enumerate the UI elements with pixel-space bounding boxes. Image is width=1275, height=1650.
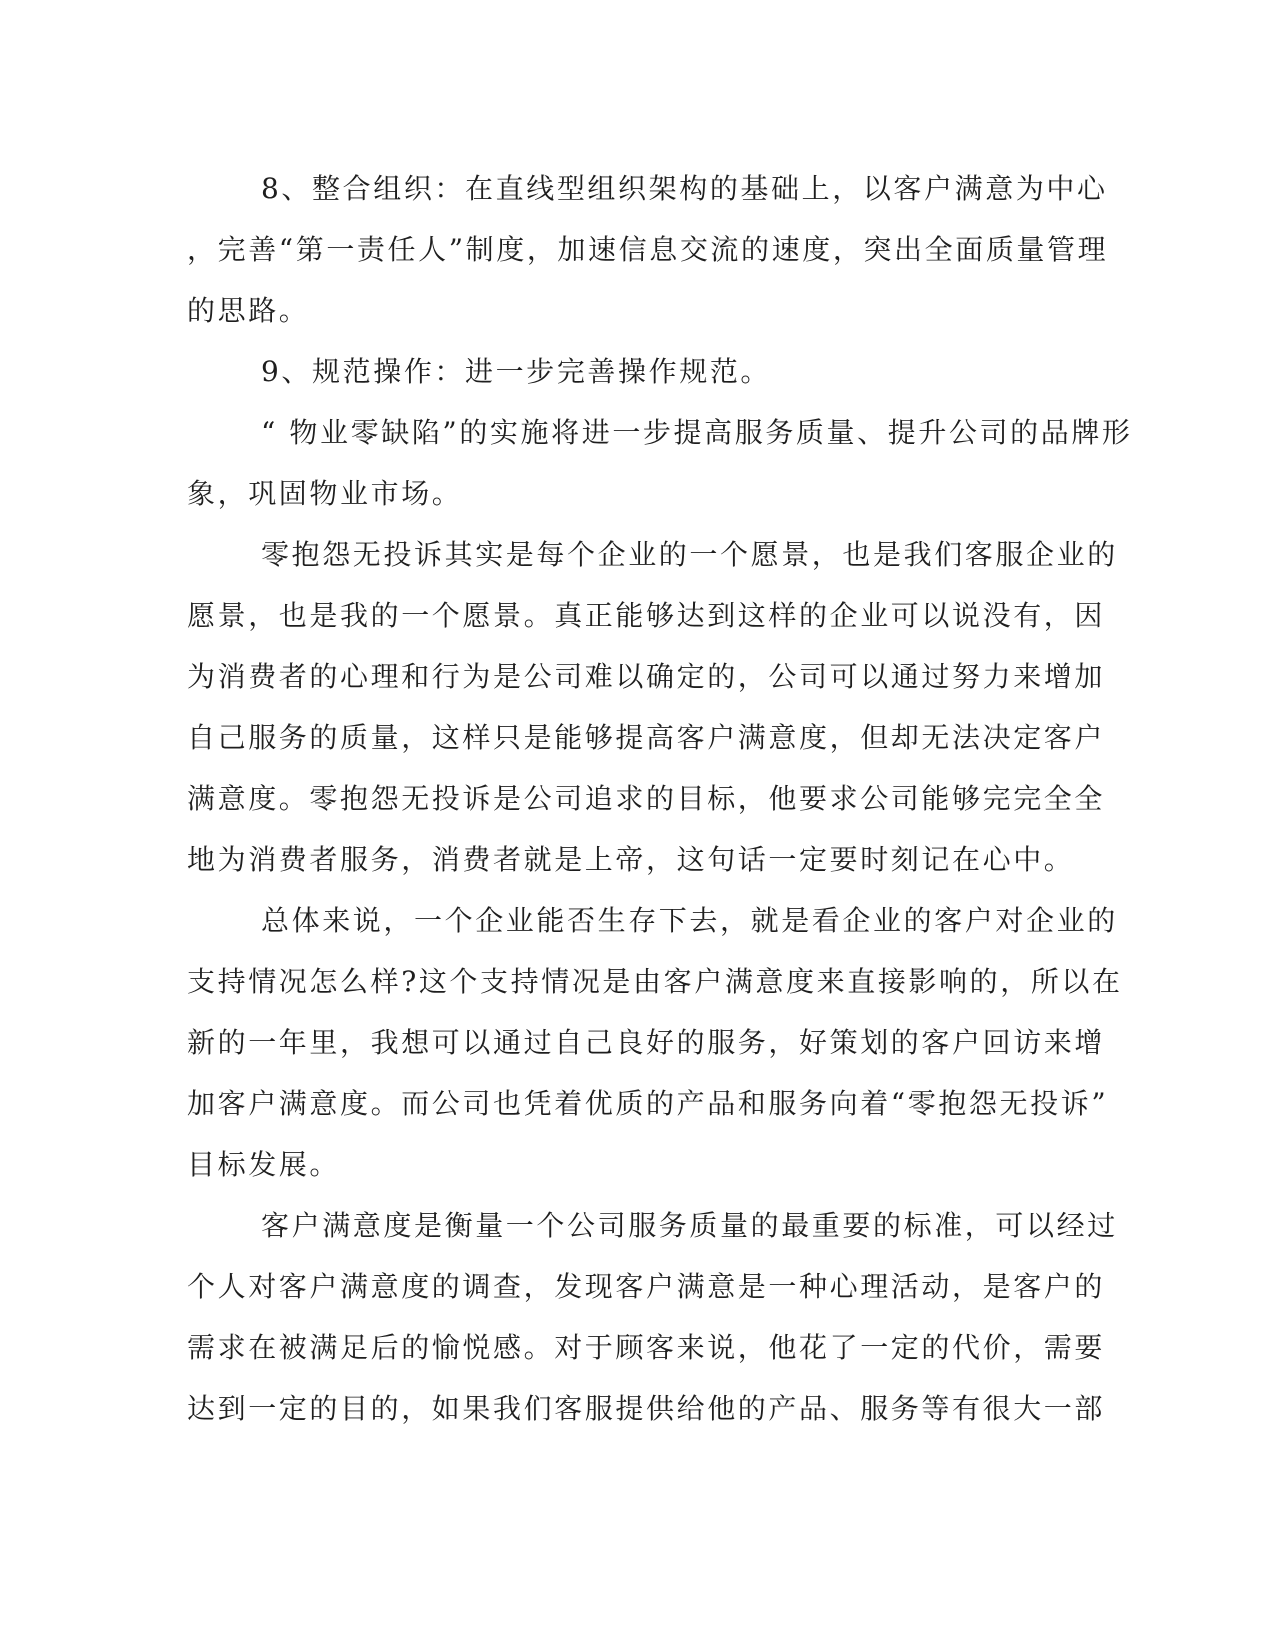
text-line: 目标发展。	[187, 1148, 341, 1181]
text-line: 9、规范操作：进一步完善操作规范。	[261, 355, 772, 388]
text-line: 达到一定的目的，如果我们客服提供给他的产品、服务等有很大一部	[187, 1392, 1106, 1425]
text-line: 客户满意度是衡量一个公司服务质量的最重要的标准，可以经过	[261, 1209, 1118, 1242]
text-line: 地为消费者服务，消费者就是上帝，这句话一定要时刻记在心中。	[187, 843, 1075, 876]
text-line: 零抱怨无投诉其实是每个企业的一个愿景，也是我们客服企业的	[261, 538, 1118, 571]
text-line: 需求在被满足后的愉悦感。对于顾客来说，他花了一定的代价，需要	[187, 1331, 1106, 1364]
document-body	[187, 158, 1133, 1439]
text-line: ，完善“第一责任人”制度，加速信息交流的速度，突出全面质量管理	[187, 233, 1109, 266]
text-line: 加客户满意度。而公司也凭着优质的产品和服务向着“零抱怨无投诉”	[187, 1087, 1109, 1120]
text-line: 总体来说，一个企业能否生存下去，就是看企业的客户对企业的	[261, 904, 1118, 937]
text-line: 为消费者的心理和行为是公司难以确定的，公司可以通过努力来增加	[187, 660, 1106, 693]
text-line: 支持情况怎么样?这个支持情况是由客户满意度来直接影响的，所以在	[187, 965, 1123, 998]
text-line: 新的一年里，我想可以通过自己良好的服务，好策划的客户回访来增	[187, 1026, 1106, 1059]
text-line: 8、整合组织：在直线型组织架构的基础上，以客户满意为中心	[261, 172, 1108, 205]
text-line: 愿景，也是我的一个愿景。真正能够达到这样的企业可以说没有，因	[187, 599, 1106, 632]
text-line: “ 物业零缺陷”的实施将进一步提高服务质量、提升公司的品牌形	[261, 416, 1133, 449]
text-line: 象，巩固物业市场。	[187, 477, 463, 510]
text-line: 自己服务的质量，这样只是能够提高客户满意度，但却无法决定客户	[187, 721, 1106, 754]
text-line: 满意度。零抱怨无投诉是公司追求的目标，他要求公司能够完完全全	[187, 782, 1106, 815]
text-line: 的思路。	[187, 294, 310, 327]
text-line: 个人对客户满意度的调查，发现客户满意是一种心理活动，是客户的	[187, 1270, 1106, 1303]
